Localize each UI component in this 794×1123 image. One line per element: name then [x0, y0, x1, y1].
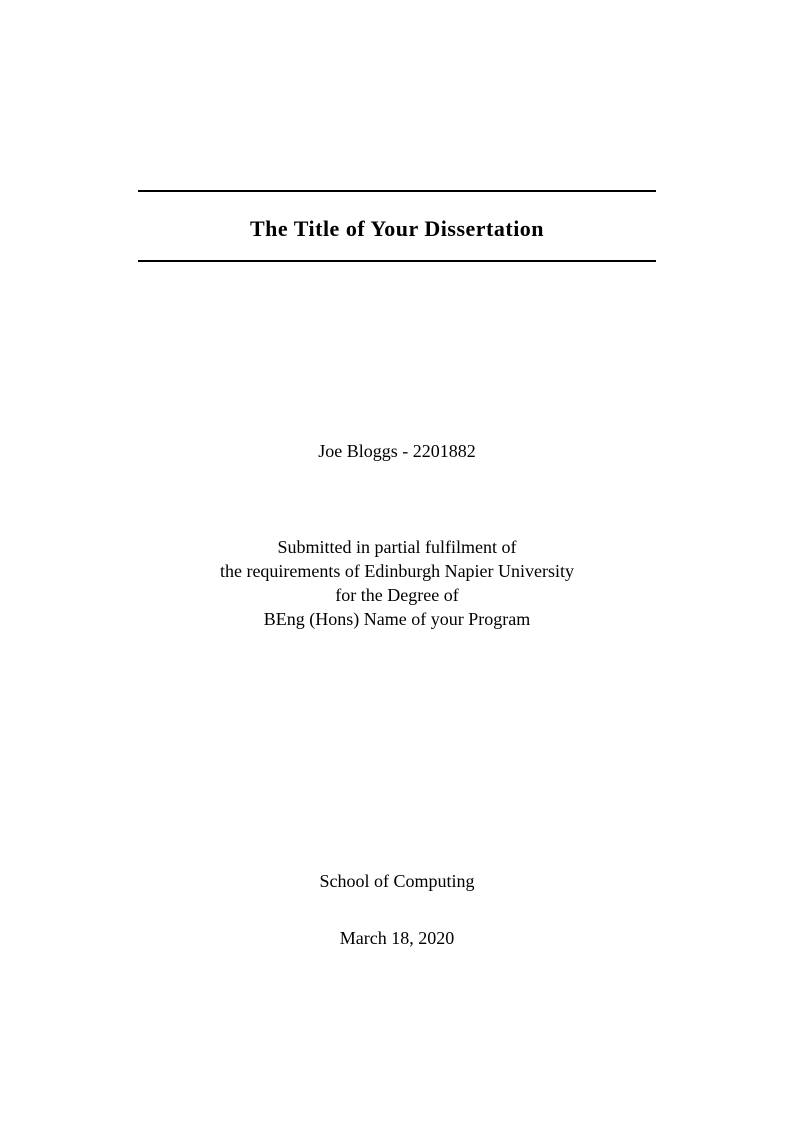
author-line: Joe Bloggs - 2201882 — [318, 441, 476, 461]
submission-line-1: Submitted in partial fulfilment of — [277, 537, 517, 557]
submission-statement — [0, 535, 794, 631]
submission-line-4: BEng (Hons) Name of your Program — [263, 609, 531, 629]
school-name: School of Computing — [319, 871, 475, 891]
page-title: The Title of Your Dissertation — [249, 216, 545, 241]
title-rule-bottom — [138, 260, 656, 262]
submission-line-3: for the Degree of — [335, 585, 459, 605]
submission-line-2: the requirements of Edinburgh Napier University — [219, 561, 575, 581]
title-rule-top — [138, 190, 656, 192]
date-line: March 18, 2020 — [339, 928, 455, 948]
